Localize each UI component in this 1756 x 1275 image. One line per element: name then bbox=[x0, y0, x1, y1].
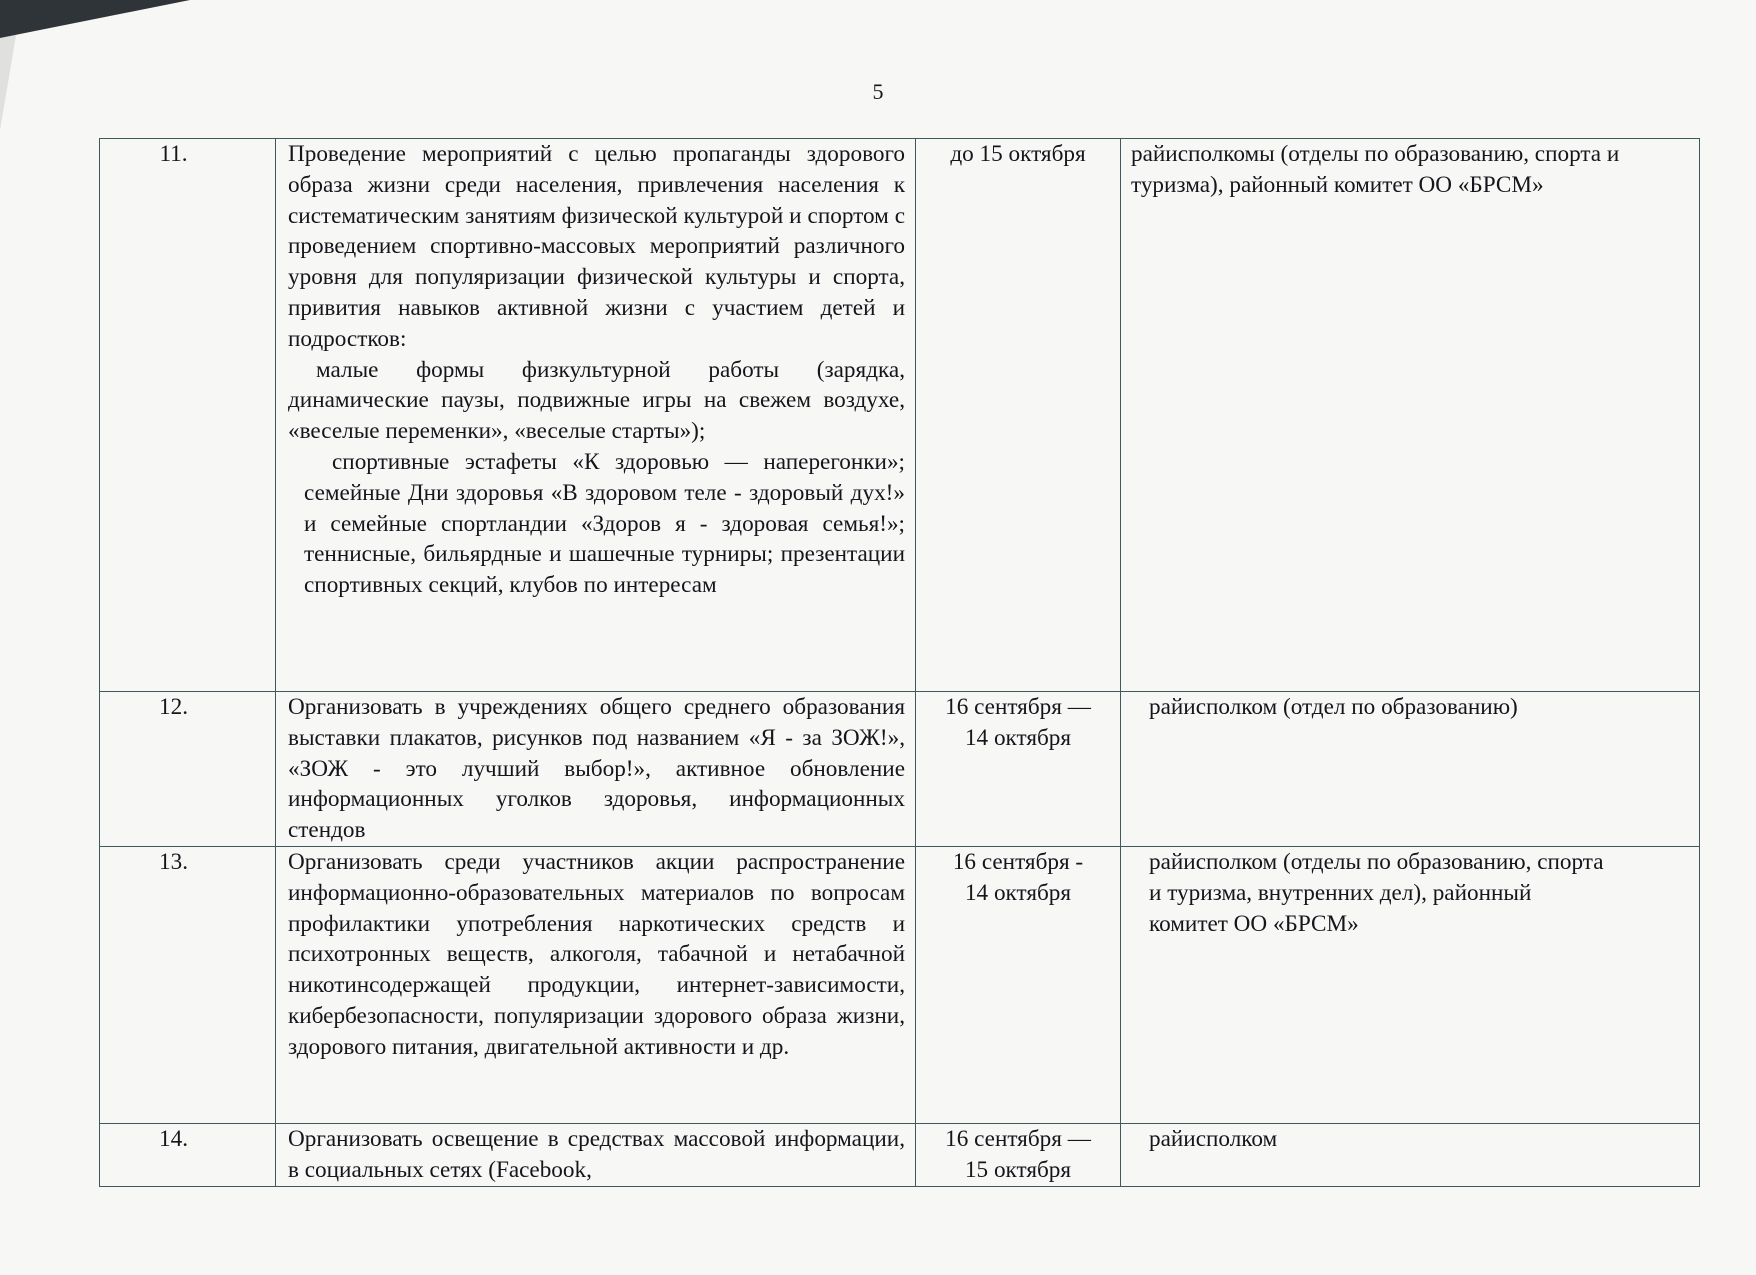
responsible-line: комитет ОО «БРСМ» bbox=[1149, 910, 1359, 937]
deadline-cell: до 15 октября bbox=[916, 139, 1121, 692]
scan-corner-shadow bbox=[0, 0, 190, 38]
row-number: 11. bbox=[100, 139, 276, 692]
activity-cell bbox=[276, 139, 916, 692]
table-row bbox=[100, 139, 1700, 692]
responsible-cell: райисполкомы (отделы по образованию, спорта и туризма), районный комитет ОО «БРСМ» bbox=[1121, 139, 1700, 692]
activity-cell: Организовать освещение в средствах массовой информации, в социальных сетях (Facebook, bbox=[276, 1123, 916, 1186]
deadline-cell bbox=[916, 846, 1121, 1123]
row-number: 14. bbox=[100, 1123, 276, 1186]
responsible-cell bbox=[1121, 846, 1700, 1123]
row-number: 12. bbox=[100, 692, 276, 847]
deadline-start: 16 сентября — bbox=[945, 1125, 1091, 1152]
table-row bbox=[100, 846, 1700, 1123]
deadline-end: 14 октября bbox=[964, 724, 1072, 751]
responsible-cell: райисполком bbox=[1121, 1123, 1700, 1186]
responsible-line: и туризма, внутренних дел), районный bbox=[1149, 879, 1532, 906]
activity-cell: Организовать среди участников акции распространение информационно-образовательных материалов по вопросам профилактики употребления наркотических средств и психотронных веществ, алкоголя, табачной и нетабачной никотинсодержащей продукции, интернет-зависимости, кибербезопасности, популяризации здорового образа жизни, здорового питания, двигательной активности и др. bbox=[276, 846, 916, 1123]
page-number: 5 bbox=[872, 79, 884, 104]
deadline-start: 16 сентября - bbox=[952, 848, 1084, 875]
activity-item: малые формы физкультурной работы (зарядка, динамические паузы, подвижные игры на свежем воздухе, «веселые переменки», «веселые старты»); bbox=[288, 356, 905, 445]
responsible-line: райисполком (отделы по образованию, спорта bbox=[1149, 848, 1604, 875]
deadline-start: 16 сентября — bbox=[945, 694, 1091, 720]
activity-plan-table bbox=[99, 138, 1700, 1187]
responsible-cell: райисполком (отдел по образованию) bbox=[1121, 692, 1700, 847]
table-row bbox=[100, 692, 1700, 847]
activity-cell: Организовать в учреждениях общего среднего образования выставки плакатов, рисунков под названием «Я - за ЗОЖ!», «ЗОЖ - это лучший выбор!», активное обновление информационных уголков здоровья, информационных стендов bbox=[276, 692, 916, 847]
row-number: 13. bbox=[100, 846, 276, 1123]
deadline-cell bbox=[916, 692, 1121, 847]
deadline-cell bbox=[916, 1123, 1121, 1186]
deadline-end: 15 октября bbox=[964, 1156, 1072, 1183]
activity-intro: Проведение мероприятий с целью пропаганды здорового образа жизни среди населения, привлечения населения к систематическим занятиям физической культурой и спортом с проведением спортивно-массовых мероприятий различного уровня для популяризации физической культуры и спорта, привития навыков активной жизни с участием детей и подростков: bbox=[288, 141, 905, 352]
table-row bbox=[100, 1123, 1700, 1186]
activity-item: спортивные эстафеты «К здоровью — наперегонки»; семейные Дни здоровья «В здоровом теле - здоровый дух!» и семейные спортландии «Здоров я - здоровая семья!»; теннисные, бильярдные и шашечные турниры; презентации спортивных секций, клубов по интересам bbox=[304, 448, 905, 599]
deadline-end: 14 октября bbox=[964, 879, 1072, 906]
